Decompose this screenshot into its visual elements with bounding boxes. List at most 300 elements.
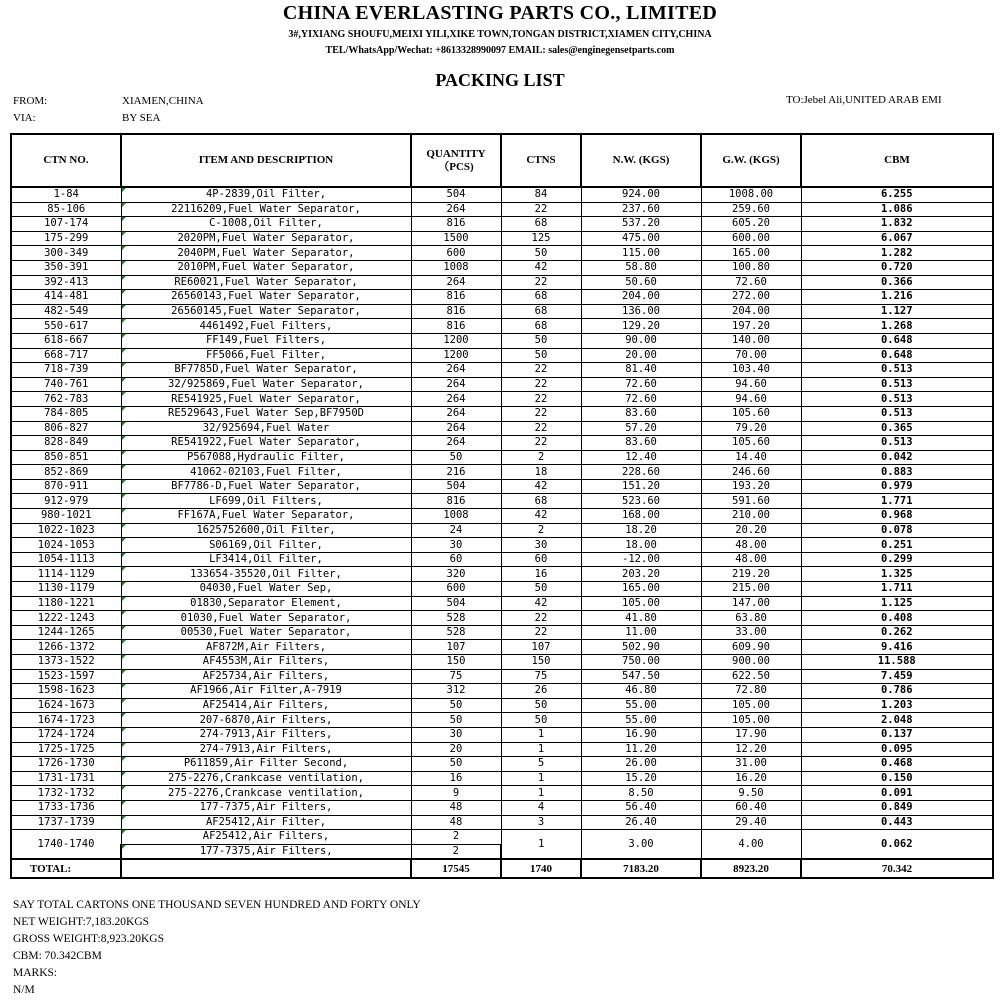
quantity-cell: 264 — [411, 275, 501, 290]
total-cbm: 70.342 — [801, 859, 993, 878]
quantity-cell: 24 — [411, 523, 501, 538]
nw-cell: 50.60 — [581, 275, 701, 290]
gw-cell: 16.20 — [701, 771, 801, 786]
item-cell: 41062-02103,Fuel Filter, — [121, 465, 411, 480]
nw-cell: 57.20 — [581, 421, 701, 436]
item-cell: 26560143,Fuel Water Separator, — [121, 290, 411, 305]
nw-cell: 750.00 — [581, 655, 701, 670]
quantity-cell: 48 — [411, 800, 501, 815]
quantity-cell: 50 — [411, 713, 501, 728]
ctn-cell: 1733-1736 — [11, 800, 121, 815]
item-cell: 1625752600,Oil Filter, — [121, 523, 411, 538]
quantity-cell: 264 — [411, 377, 501, 392]
ctn-cell: 850-851 — [11, 450, 121, 465]
quantity-cell: 816 — [411, 304, 501, 319]
ctn-cell: 740-761 — [11, 377, 121, 392]
item-cell: RE541922,Fuel Water Separator, — [121, 436, 411, 451]
cbm-cell: 0.513 — [801, 406, 993, 421]
item-cell: AF872M,Air Filters, — [121, 640, 411, 655]
item-cell: 177-7375,Air Filters, — [121, 844, 411, 859]
quantity-cell: 528 — [411, 611, 501, 626]
gw-cell: 272.00 — [701, 290, 801, 305]
item-cell: 2010PM,Fuel Water Separator, — [121, 260, 411, 275]
ctn-cell: 300-349 — [11, 246, 121, 261]
quantity-cell: 312 — [411, 684, 501, 699]
gross-weight: GROSS WEIGHT:8,923.20KGS — [13, 933, 164, 945]
nw-cell: 58.80 — [581, 260, 701, 275]
item-cell: 01830,Separator Element, — [121, 596, 411, 611]
cbm-cell: 0.095 — [801, 742, 993, 757]
nw-cell: 523.60 — [581, 494, 701, 509]
table-row — [11, 800, 993, 815]
cbm-cell: 1.268 — [801, 319, 993, 334]
table-row — [11, 290, 993, 305]
ctn-cell: 550-617 — [11, 319, 121, 334]
quantity-cell: 1500 — [411, 231, 501, 246]
item-cell: 4P-2839,Oil Filter, — [121, 187, 411, 202]
total-ctns: 1740 — [501, 859, 581, 878]
gw-cell: 48.00 — [701, 552, 801, 567]
ctn-cell: 1724-1724 — [11, 727, 121, 742]
quantity-cell: 264 — [411, 406, 501, 421]
item-cell: 32/925694,Fuel Water — [121, 421, 411, 436]
ctn-cell: 1598-1623 — [11, 684, 121, 699]
ctns-cell: 125 — [501, 231, 581, 246]
table-row — [11, 786, 993, 801]
col-header-ctns: CTNS — [501, 134, 581, 187]
nw-cell: 502.90 — [581, 640, 701, 655]
ctns-cell: 150 — [501, 655, 581, 670]
ctns-cell: 22 — [501, 406, 581, 421]
cbm-cell: 0.720 — [801, 260, 993, 275]
ctn-cell: 1054-1113 — [11, 552, 121, 567]
nw-cell: 55.00 — [581, 698, 701, 713]
ctn-cell: 1740-1740 — [11, 830, 121, 860]
table-row — [11, 260, 993, 275]
item-cell: 133654-35520,Oil Filter, — [121, 567, 411, 582]
ctn-cell: 1266-1372 — [11, 640, 121, 655]
ctn-cell: 1373-1522 — [11, 655, 121, 670]
gw-cell: 17.90 — [701, 727, 801, 742]
cbm-cell: 0.513 — [801, 436, 993, 451]
quantity-cell: 1200 — [411, 348, 501, 363]
item-cell: FF149,Fuel Filters, — [121, 333, 411, 348]
quantity-cell: 504 — [411, 479, 501, 494]
ctns-cell: 3 — [501, 815, 581, 830]
company-name: CHINA EVERLASTING PARTS CO., LIMITED — [282, 2, 718, 24]
gw-cell: 605.20 — [701, 217, 801, 232]
cbm-cell: 0.648 — [801, 348, 993, 363]
table-body — [11, 187, 993, 859]
nw-cell: 41.80 — [581, 611, 701, 626]
ctns-cell: 26 — [501, 684, 581, 699]
col-header-ctn: CTN NO. — [11, 134, 121, 187]
cbm-cell: 1.216 — [801, 290, 993, 305]
ctn-cell: 1624-1673 — [11, 698, 121, 713]
quantity-cell: 50 — [411, 757, 501, 772]
ctn-cell: 1222-1243 — [11, 611, 121, 626]
nw-cell: 204.00 — [581, 290, 701, 305]
table-row — [11, 567, 993, 582]
quantity-cell: 48 — [411, 815, 501, 830]
item-cell: S06169,Oil Filter, — [121, 538, 411, 553]
nw-cell: 115.00 — [581, 246, 701, 261]
cbm-cell: 1.832 — [801, 217, 993, 232]
nw-cell: 83.60 — [581, 406, 701, 421]
ctn-cell: 828-849 — [11, 436, 121, 451]
ctn-cell: 668-717 — [11, 348, 121, 363]
ctn-cell: 1180-1221 — [11, 596, 121, 611]
cbm-cell: 7.459 — [801, 669, 993, 684]
item-cell: 04030,Fuel Water Sep, — [121, 582, 411, 597]
net-weight: NET WEIGHT:7,183.20KGS — [13, 916, 150, 928]
ctns-cell: 22 — [501, 392, 581, 407]
cbm-cell: 0.150 — [801, 771, 993, 786]
ctn-cell: 1114-1129 — [11, 567, 121, 582]
ctn-cell: 1732-1732 — [11, 786, 121, 801]
quantity-cell: 600 — [411, 246, 501, 261]
nw-cell: 90.00 — [581, 333, 701, 348]
item-cell: 26560145,Fuel Water Separator, — [121, 304, 411, 319]
col-header-gw: G.W. (KGS) — [701, 134, 801, 187]
table-row — [11, 392, 993, 407]
item-cell: AF1966,Air Filter,A-7919 — [121, 684, 411, 699]
table-row — [11, 771, 993, 786]
ctn-cell: 1022-1023 — [11, 523, 121, 538]
cbm-cell: 6.255 — [801, 187, 993, 202]
cbm-cell: 2.048 — [801, 713, 993, 728]
table-row — [11, 202, 993, 217]
ctn-cell: 414-481 — [11, 290, 121, 305]
company-contact: TEL/WhatsApp/Wechat: +8613328990097 EMAIL: sales@enginegensetparts.com — [325, 45, 675, 56]
quantity-cell: 504 — [411, 187, 501, 202]
nw-cell: 20.00 — [581, 348, 701, 363]
cbm-cell: 0.091 — [801, 786, 993, 801]
ctns-cell: 16 — [501, 567, 581, 582]
cbm-cell: 0.042 — [801, 450, 993, 465]
nw-cell: 8.50 — [581, 786, 701, 801]
quantity-cell: 816 — [411, 290, 501, 305]
gw-cell: 165.00 — [701, 246, 801, 261]
quantity-cell: 1008 — [411, 260, 501, 275]
from-label: FROM: — [13, 95, 48, 107]
item-cell: FF167A,Fuel Water Separator, — [121, 509, 411, 524]
gw-cell: 204.00 — [701, 304, 801, 319]
cbm-cell: 1.127 — [801, 304, 993, 319]
gw-cell: 103.40 — [701, 363, 801, 378]
gw-cell: 12.20 — [701, 742, 801, 757]
nw-cell: 15.20 — [581, 771, 701, 786]
ctns-cell: 22 — [501, 625, 581, 640]
nw-cell: 18.00 — [581, 538, 701, 553]
item-cell: 275-2276,Crankcase ventilation, — [121, 771, 411, 786]
cbm-cell: 0.968 — [801, 509, 993, 524]
nw-cell: 18.20 — [581, 523, 701, 538]
gw-cell: 210.00 — [701, 509, 801, 524]
say-total: SAY TOTAL CARTONS ONE THOUSAND SEVEN HUNDRED AND FORTY ONLY — [13, 899, 421, 911]
nw-cell: 203.20 — [581, 567, 701, 582]
via-label: VIA: — [13, 112, 36, 124]
nw-cell: 12.40 — [581, 450, 701, 465]
cbm-cell: 1.711 — [801, 582, 993, 597]
ctn-cell: 85-106 — [11, 202, 121, 217]
gw-cell: 105.60 — [701, 436, 801, 451]
ctn-cell: 1-84 — [11, 187, 121, 202]
quantity-cell: 2 — [411, 830, 501, 845]
cbm-cell: 0.062 — [801, 830, 993, 860]
cbm-cell: 0.648 — [801, 333, 993, 348]
nw-cell: 72.60 — [581, 377, 701, 392]
cbm-cell: 0.262 — [801, 625, 993, 640]
gw-cell: 609.90 — [701, 640, 801, 655]
ctns-cell: 1 — [501, 727, 581, 742]
quantity-cell: 816 — [411, 217, 501, 232]
gw-cell: 193.20 — [701, 479, 801, 494]
ctn-cell: 980-1021 — [11, 509, 121, 524]
totals-row — [11, 859, 993, 878]
cbm-cell: 6.067 — [801, 231, 993, 246]
gw-cell: 147.00 — [701, 596, 801, 611]
ctns-cell: 75 — [501, 669, 581, 684]
ctns-cell: 30 — [501, 538, 581, 553]
table-row — [11, 727, 993, 742]
nw-cell: 83.60 — [581, 436, 701, 451]
ctns-cell: 2 — [501, 450, 581, 465]
gw-cell: 197.20 — [701, 319, 801, 334]
item-cell: BF7785D,Fuel Water Separator, — [121, 363, 411, 378]
ctns-cell: 18 — [501, 465, 581, 480]
table-row — [11, 304, 993, 319]
quantity-cell: 20 — [411, 742, 501, 757]
ctn-cell: 175-299 — [11, 231, 121, 246]
ctn-cell: 762-783 — [11, 392, 121, 407]
ctns-cell: 84 — [501, 187, 581, 202]
gw-cell: 70.00 — [701, 348, 801, 363]
item-cell: AF4553M,Air Filters, — [121, 655, 411, 670]
gw-cell: 72.80 — [701, 684, 801, 699]
gw-cell: 1008.00 — [701, 187, 801, 202]
ctns-cell: 22 — [501, 377, 581, 392]
table-row — [11, 596, 993, 611]
cbm-cell: 1.325 — [801, 567, 993, 582]
gw-cell: 246.60 — [701, 465, 801, 480]
ctns-cell: 50 — [501, 348, 581, 363]
quantity-cell: 264 — [411, 421, 501, 436]
quantity-cell: 30 — [411, 538, 501, 553]
ctns-cell: 1 — [501, 742, 581, 757]
ctns-cell: 1 — [501, 830, 581, 860]
cbm-cell: 0.849 — [801, 800, 993, 815]
quantity-cell: 2 — [411, 844, 501, 859]
from-value: XIAMEN,CHINA — [122, 95, 204, 107]
cbm-cell: 1.771 — [801, 494, 993, 509]
ctns-cell: 42 — [501, 596, 581, 611]
table-row — [11, 830, 993, 845]
item-cell: 32/925869,Fuel Water Separator, — [121, 377, 411, 392]
gw-cell: 622.50 — [701, 669, 801, 684]
ctns-cell: 50 — [501, 713, 581, 728]
ctn-cell: 392-413 — [11, 275, 121, 290]
quantity-cell: 16 — [411, 771, 501, 786]
gw-cell: 48.00 — [701, 538, 801, 553]
nw-cell: 924.00 — [581, 187, 701, 202]
gw-cell: 900.00 — [701, 655, 801, 670]
ctn-cell: 1737-1739 — [11, 815, 121, 830]
cbm-cell: 0.299 — [801, 552, 993, 567]
ctn-cell: 912-979 — [11, 494, 121, 509]
quantity-cell: 75 — [411, 669, 501, 684]
gw-cell: 72.60 — [701, 275, 801, 290]
quantity-cell: 1008 — [411, 509, 501, 524]
ctns-cell: 22 — [501, 275, 581, 290]
table-row — [11, 669, 993, 684]
gw-cell: 600.00 — [701, 231, 801, 246]
nw-cell: 165.00 — [581, 582, 701, 597]
ctn-cell: 784-805 — [11, 406, 121, 421]
ctns-cell: 5 — [501, 757, 581, 772]
gw-cell: 20.20 — [701, 523, 801, 538]
item-cell: 274-7913,Air Filters, — [121, 742, 411, 757]
gw-cell: 105.00 — [701, 698, 801, 713]
to-destination: TO:Jebel Ali,UNITED ARAB EMI — [786, 94, 942, 106]
nw-cell: 16.90 — [581, 727, 701, 742]
col-header-cbm: CBM — [801, 134, 993, 187]
table-row — [11, 640, 993, 655]
ctns-cell: 68 — [501, 217, 581, 232]
nw-cell: 537.20 — [581, 217, 701, 232]
ctns-cell: 42 — [501, 260, 581, 275]
ctns-cell: 50 — [501, 246, 581, 261]
table-row — [11, 713, 993, 728]
gw-cell: 105.00 — [701, 713, 801, 728]
col-header-item: ITEM AND DESCRIPTION — [121, 134, 411, 187]
nw-cell: 11.20 — [581, 742, 701, 757]
item-cell: RE541925,Fuel Water Separator, — [121, 392, 411, 407]
cbm-cell: 1.203 — [801, 698, 993, 713]
quantity-cell: 264 — [411, 202, 501, 217]
cbm-cell: 1.125 — [801, 596, 993, 611]
cbm-cell: 0.365 — [801, 421, 993, 436]
gw-cell: 29.40 — [701, 815, 801, 830]
ctns-cell: 22 — [501, 436, 581, 451]
table-row — [11, 509, 993, 524]
quantity-cell: 320 — [411, 567, 501, 582]
cbm-cell: 0.251 — [801, 538, 993, 553]
cbm-cell: 0.513 — [801, 377, 993, 392]
ctns-cell: 1 — [501, 786, 581, 801]
ctns-cell: 42 — [501, 479, 581, 494]
gw-cell: 140.00 — [701, 333, 801, 348]
table-row — [11, 655, 993, 670]
quantity-cell: 60 — [411, 552, 501, 567]
item-cell: AF25412,Air Filters, — [121, 830, 411, 845]
nw-cell: 55.00 — [581, 713, 701, 728]
gw-cell: 94.60 — [701, 377, 801, 392]
nw-cell: 129.20 — [581, 319, 701, 334]
item-cell: 01030,Fuel Water Separator, — [121, 611, 411, 626]
nw-cell: 11.00 — [581, 625, 701, 640]
col-header-quantity-line1: QUANTITY — [426, 147, 486, 160]
nw-cell: 237.60 — [581, 202, 701, 217]
total-label: TOTAL: — [11, 859, 121, 878]
ctn-cell: 1523-1597 — [11, 669, 121, 684]
marks-label: MARKS: — [13, 967, 58, 979]
total-gw: 8923.20 — [701, 859, 801, 878]
nw-cell: 547.50 — [581, 669, 701, 684]
ctns-cell: 68 — [501, 304, 581, 319]
cbm-cell: 0.513 — [801, 363, 993, 378]
ctn-cell: 1726-1730 — [11, 757, 121, 772]
ctns-cell: 50 — [501, 582, 581, 597]
gw-cell: 9.50 — [701, 786, 801, 801]
nw-cell: 72.60 — [581, 392, 701, 407]
table-row — [11, 421, 993, 436]
nw-cell: -12.00 — [581, 552, 701, 567]
nw-cell: 56.40 — [581, 800, 701, 815]
ctn-cell: 1024-1053 — [11, 538, 121, 553]
ctn-cell: 806-827 — [11, 421, 121, 436]
table-row — [11, 742, 993, 757]
ctns-cell: 68 — [501, 494, 581, 509]
packing-table — [10, 133, 994, 879]
cbm-cell: 0.137 — [801, 727, 993, 742]
item-cell: AF25414,Air Filters, — [121, 698, 411, 713]
item-cell: P567088,Hydraulic Filter, — [121, 450, 411, 465]
nw-cell: 26.00 — [581, 757, 701, 772]
item-cell: 207-6870,Air Filters, — [121, 713, 411, 728]
quantity-cell: 107 — [411, 640, 501, 655]
item-cell: 274-7913,Air Filters, — [121, 727, 411, 742]
gw-cell: 14.40 — [701, 450, 801, 465]
gw-cell: 215.00 — [701, 582, 801, 597]
table-row — [11, 217, 993, 232]
quantity-cell: 816 — [411, 494, 501, 509]
nw-cell: 81.40 — [581, 363, 701, 378]
ctns-cell: 68 — [501, 319, 581, 334]
cbm-cell: 0.468 — [801, 757, 993, 772]
nw-cell: 105.00 — [581, 596, 701, 611]
table-row — [11, 494, 993, 509]
table-row — [11, 538, 993, 553]
total-nw: 7183.20 — [581, 859, 701, 878]
table-row — [11, 363, 993, 378]
item-cell: 177-7375,Air Filters, — [121, 800, 411, 815]
cbm-cell: 0.513 — [801, 392, 993, 407]
item-cell: 275-2276,Crankcase ventilation, — [121, 786, 411, 801]
item-cell: 2040PM,Fuel Water Separator, — [121, 246, 411, 261]
cbm-cell: 0.366 — [801, 275, 993, 290]
quantity-cell: 264 — [411, 363, 501, 378]
ctns-cell: 22 — [501, 202, 581, 217]
table-row — [11, 450, 993, 465]
table-row — [11, 406, 993, 421]
item-cell: LF3414,Oil Filter, — [121, 552, 411, 567]
gw-cell: 219.20 — [701, 567, 801, 582]
nw-cell: 168.00 — [581, 509, 701, 524]
ctns-cell: 42 — [501, 509, 581, 524]
total-item-empty — [121, 859, 411, 878]
ctns-cell: 107 — [501, 640, 581, 655]
table-row — [11, 523, 993, 538]
ctns-cell: 60 — [501, 552, 581, 567]
col-header-quantity-line2: （PCS) — [438, 160, 474, 173]
cbm-cell: 0.443 — [801, 815, 993, 830]
item-cell: FF5066,Fuel Filter, — [121, 348, 411, 363]
ctns-cell: 22 — [501, 611, 581, 626]
table-row — [11, 333, 993, 348]
col-header-nw: N.W. (KGS) — [581, 134, 701, 187]
ctns-cell: 4 — [501, 800, 581, 815]
